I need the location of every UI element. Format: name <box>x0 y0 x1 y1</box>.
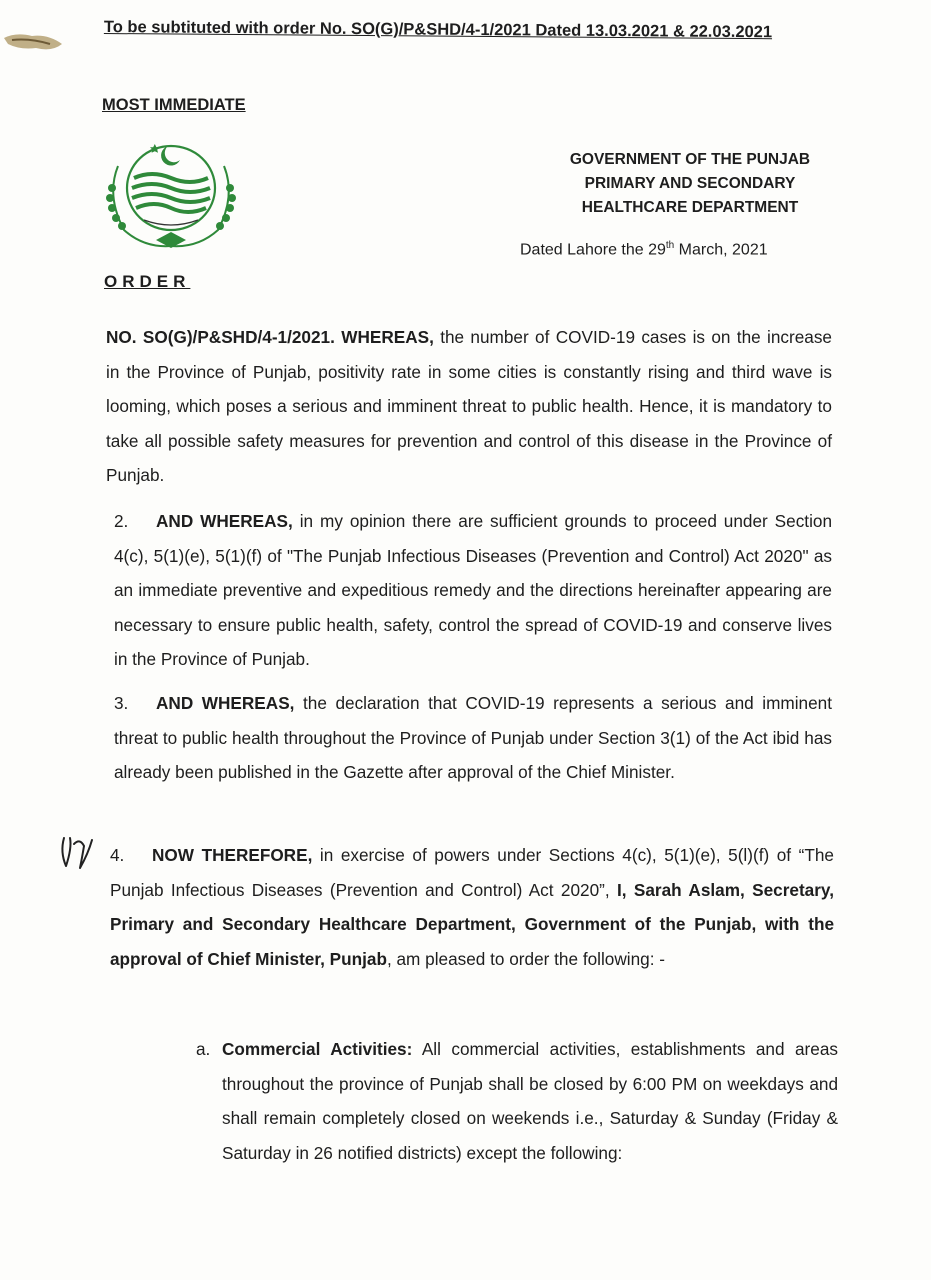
order-heading: ORDER <box>104 272 191 291</box>
date-rest: March, 2021 <box>674 241 768 259</box>
ink-smudge <box>2 28 66 56</box>
item-a-marker: a. <box>196 1039 211 1059</box>
para4-text-2: , am pleased to order the following: - <box>386 948 665 969</box>
para4-number: 4. <box>110 845 125 865</box>
punjab-government-logo <box>98 136 244 254</box>
item-a-lead: Commercial Activities: <box>222 1039 413 1059</box>
handwritten-margin-mark <box>58 834 98 870</box>
para2-text: in my opinion there are sufficient grounds to proceed under Section 4(c), 5(1)(e), 5(1)(f) of "The Punjab Infectious Diseases (Prevention and Control) Act 2020" as an immediate preventive and expeditious remedy and the directions hereinafter appearing are necessary to ensure public health, safety, control the spread of COVID-19 and conserve lives in the Province of Punjab. <box>114 511 833 669</box>
para3-number: 3. <box>114 693 129 713</box>
paragraph-2 <box>114 504 832 677</box>
department-block <box>520 148 860 220</box>
item-a-text: All commercial activities, establishments and areas throughout the province of Punjab shall be closed by 6:00 PM on weekdays and shall remain completely closed on weekends i.e., Saturday & Sunday (Friday & Saturday in 26 notified districts) except the following: <box>222 1039 838 1163</box>
date-prefix: Dated Lahore the 29 <box>520 241 666 259</box>
para2-number: 2. <box>114 511 129 531</box>
para3-lead: AND WHEREAS, <box>156 693 295 713</box>
para4-lead: NOW THEREFORE, <box>152 845 313 865</box>
order-date <box>520 240 768 259</box>
item-a <box>196 1032 838 1170</box>
paragraph-3 <box>114 686 832 790</box>
department-line-1: GOVERNMENT OF THE PUNJAB <box>569 151 811 168</box>
para3-text: the declaration that COVID-19 represents a serious and imminent threat to public health throughout the Province of Punjab under Section 3(1) of the Act ibid has already been published in the Gazette after approval of the Chief Minister. <box>114 693 833 782</box>
para1-lead: NO. SO(G)/P&SHD/4-1/2021. WHEREAS, <box>106 327 434 347</box>
para4-text-1: in exercise of powers under Sections 4(c), 5(1)(e), 5(l)(f) of “The Punjab Infectious Diseases (Prevention and Control) Act 2020”, <box>110 845 834 900</box>
paragraph-1 <box>106 320 832 493</box>
para2-lead: AND WHEREAS, <box>156 511 293 531</box>
para4-bold-2: I, Sarah Aslam, Secretary, Primary and Secondary Healthcare Department, Government of the Punjab, with the approval of Chief Minister, Punjab <box>110 879 834 969</box>
department-line-3: HEALTHCARE DEPARTMENT <box>581 199 799 216</box>
para1-text: the number of COVID-19 cases is on the increase in the Province of Punjab, positivity rate in some cities is constantly rising and third wave is looming, which poses a serious and imminent threat to public health. Hence, it is mandatory to take all possible safety measures for prevention and control of this disease in the Province of Punjab. <box>106 327 832 485</box>
department-line-2: PRIMARY AND SECONDARY <box>584 175 796 192</box>
paragraph-4 <box>110 838 834 976</box>
substitution-note: To be subtituted with order No. SO(G)/P&SHD/4-1/2021 Dated 13.03.2021 & 22.03.2021 <box>103 18 773 42</box>
date-suffix: th <box>665 240 675 251</box>
priority-label: MOST IMMEDIATE <box>102 96 246 114</box>
